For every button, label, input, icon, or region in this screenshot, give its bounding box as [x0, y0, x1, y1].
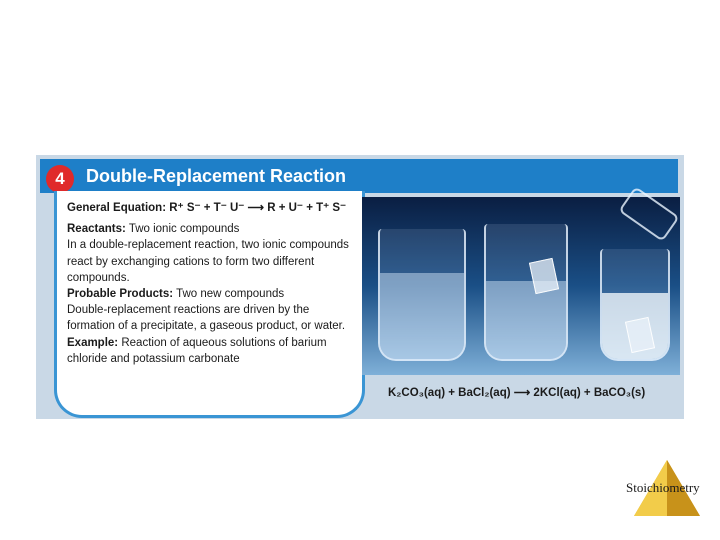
reaction-figure	[36, 155, 684, 419]
general-equation-label: General Equation:	[67, 202, 167, 214]
general-equation-line	[67, 200, 359, 216]
products-label: Probable Products:	[67, 288, 174, 301]
beaker-label	[529, 258, 559, 294]
beaker-water	[378, 229, 466, 361]
products-value: Two new compounds	[176, 288, 285, 301]
example-value: Reaction of aqueous solutions of barium chloride and potassium carbonate	[67, 336, 327, 365]
example-reaction-equation: K₂CO₃(aq) + BaCl₂(aq) ⟶ 2KCl(aq) + BaCO₃(s)	[388, 387, 646, 399]
figure-title: Double-Replacement Reaction	[86, 166, 347, 186]
section-number-badge: 4	[46, 165, 74, 193]
reactants-value: Two ionic compounds	[128, 223, 240, 236]
beaker-liquid	[486, 281, 566, 359]
info-text	[67, 200, 359, 367]
reactants-description: In a double-replacement reaction, two ionic compounds react by exchanging cations to form two different compounds.	[67, 239, 349, 284]
general-equation: R⁺ S⁻ + T⁻ U⁻ ⟶ R + U⁻ + T⁺ S⁻	[169, 202, 347, 214]
example-label: Example:	[67, 336, 119, 349]
beaker-solution	[484, 224, 568, 361]
footer-caption: Stoichiometry	[626, 480, 700, 495]
products-line	[67, 286, 359, 302]
reactants-label: Reactants:	[67, 223, 126, 236]
title-banner	[40, 159, 678, 193]
reactants-line	[67, 221, 359, 237]
beaker-precipitate	[600, 249, 670, 361]
example-line	[67, 335, 359, 367]
products-description: Double-replacement reactions are driven by the formation of a precipitate, a gaseous product, or water.	[67, 304, 346, 333]
beakers-photo	[362, 197, 680, 375]
pouring-beaker	[618, 186, 679, 242]
beaker-liquid	[380, 273, 464, 359]
info-card	[54, 191, 365, 418]
